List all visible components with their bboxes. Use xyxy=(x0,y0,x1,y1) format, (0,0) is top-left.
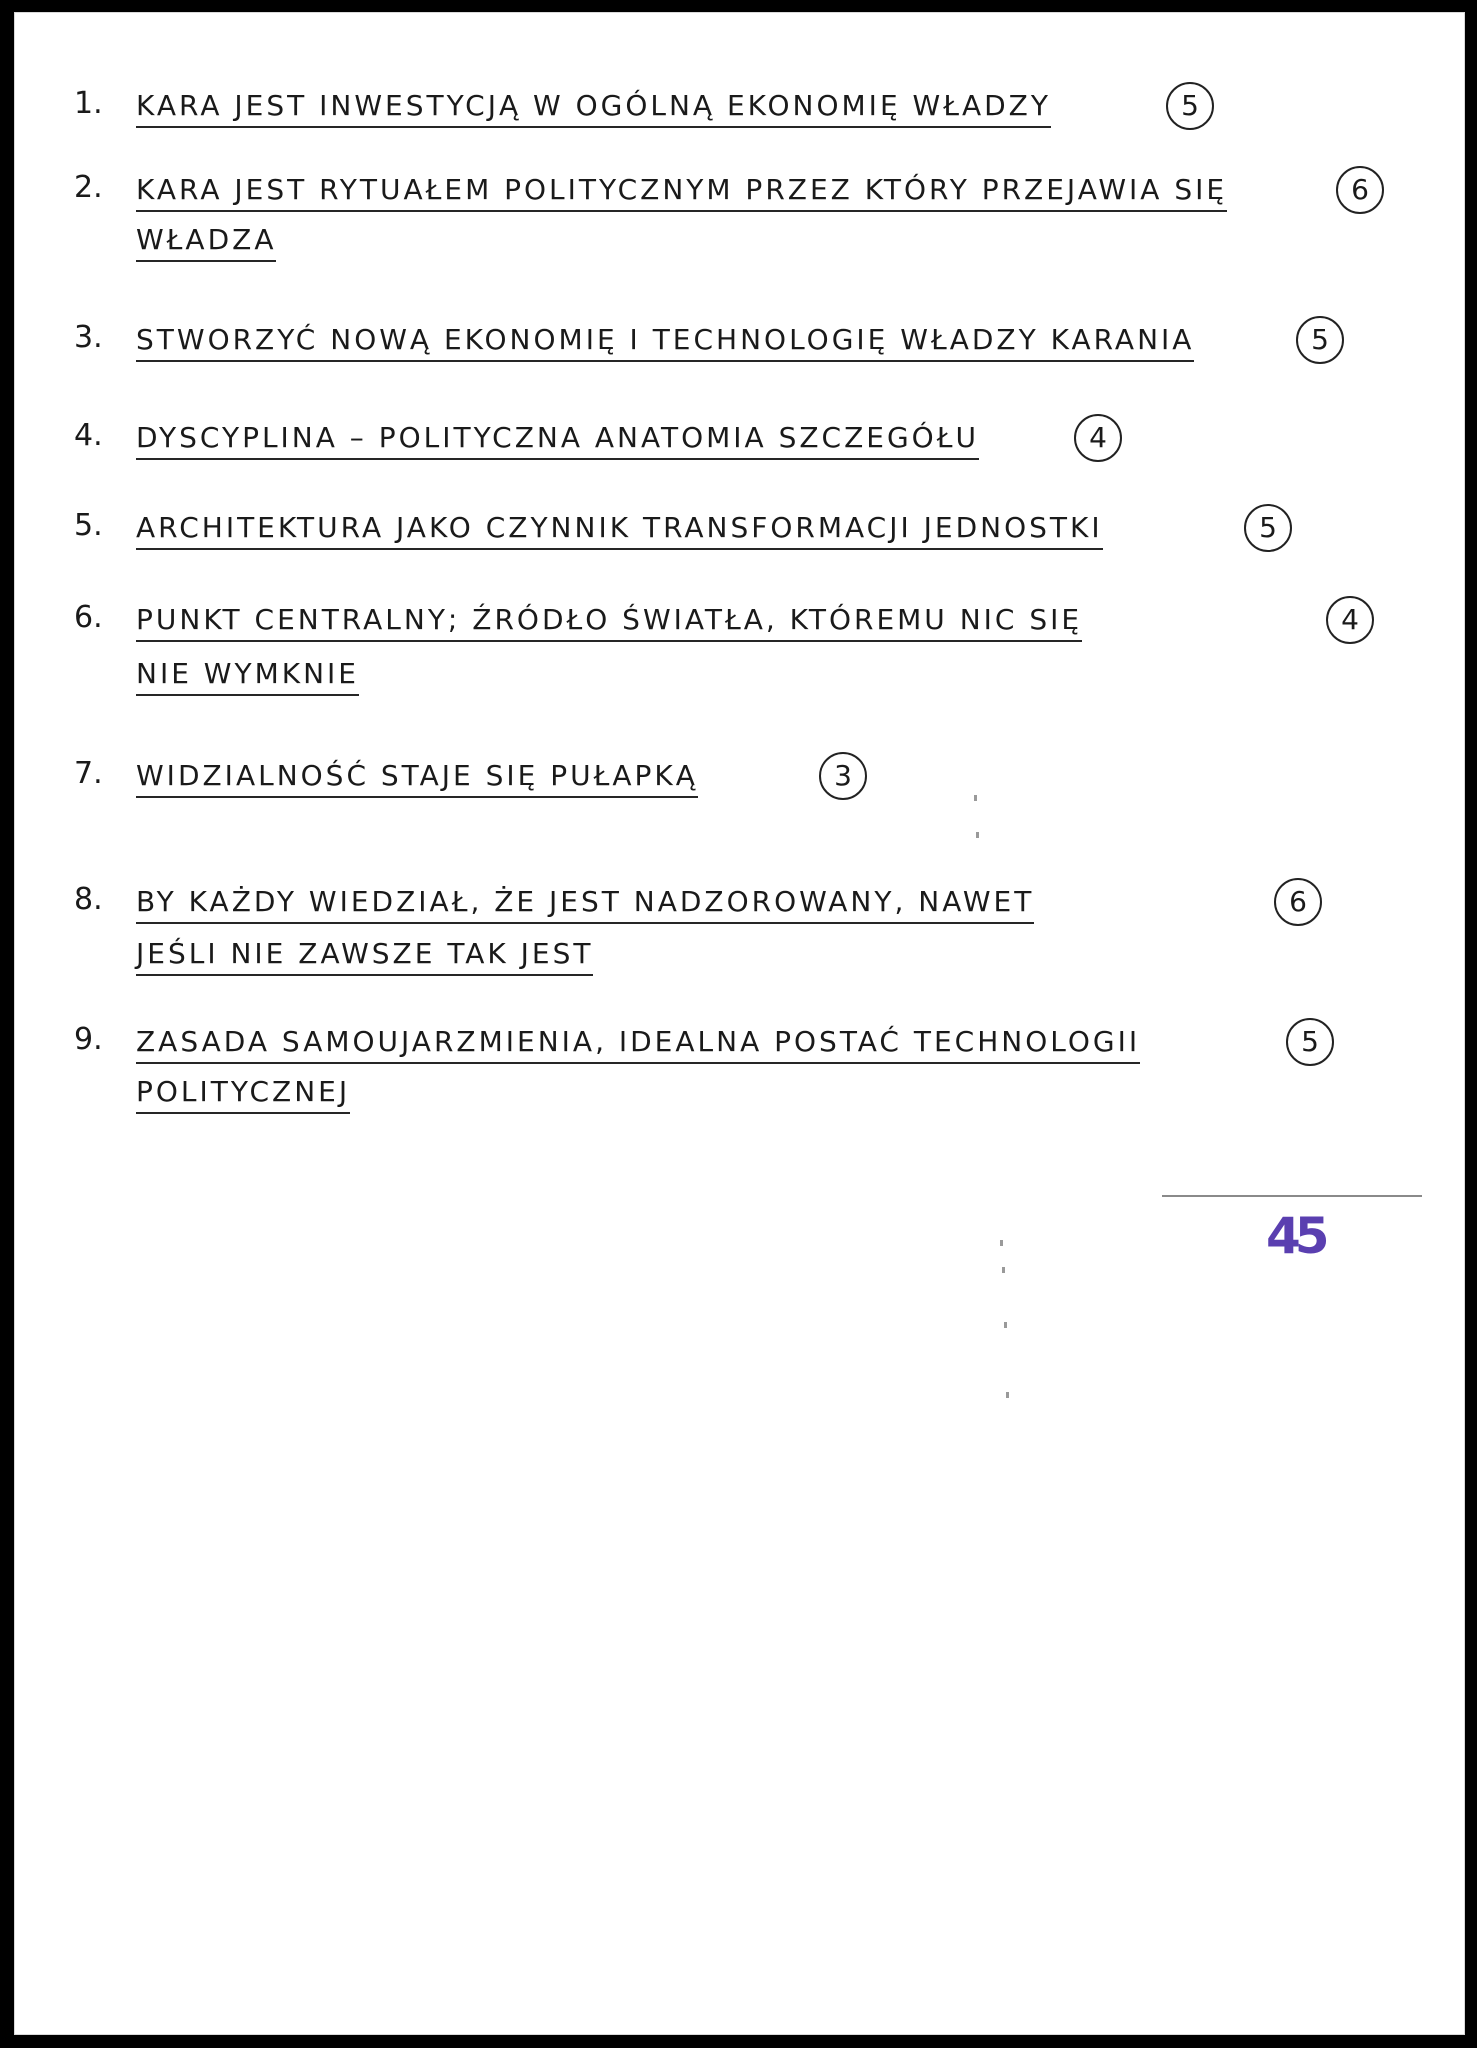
item-number: 7. xyxy=(74,756,103,791)
score-circle: 3 xyxy=(819,752,867,800)
item-number: 8. xyxy=(74,882,103,917)
paper-sheet xyxy=(14,12,1465,2035)
item-text xyxy=(136,1016,1276,1130)
item-text xyxy=(136,502,1276,566)
score-circle: 4 xyxy=(1326,596,1374,644)
paper-mark xyxy=(976,832,979,838)
score-circle: 4 xyxy=(1074,414,1122,462)
item-text xyxy=(136,314,1276,378)
item-line: ZASADA SAMOUJARZMIENIA, IDEALNA POSTAĆ TECHNOLOGII xyxy=(136,1025,1140,1064)
score-circle: 6 xyxy=(1274,878,1322,926)
item-line: POLITYCZNEJ xyxy=(136,1075,350,1114)
item-line: KARA JEST INWESTYCJĄ W OGÓLNĄ EKONOMIĘ WŁADZY xyxy=(136,89,1051,128)
item-line: STWORZYĆ NOWĄ EKONOMIĘ I TECHNOLOGIĘ WŁADZY KARANIA xyxy=(136,323,1194,362)
item-number: 6. xyxy=(74,600,103,635)
paper-mark xyxy=(1000,1240,1003,1246)
item-line: WIDZIALNOŚĆ STAJE SIĘ PUŁAPKĄ xyxy=(136,759,698,798)
score-circle: 5 xyxy=(1296,316,1344,364)
score-circle: 5 xyxy=(1244,504,1292,552)
item-line: ARCHITEKTURA JAKO CZYNNIK TRANSFORMACJI JEDNOSTKI xyxy=(136,511,1103,550)
item-line: NIE WYMKNIE xyxy=(136,657,359,696)
score-circle: 6 xyxy=(1336,166,1384,214)
item-number: 4. xyxy=(74,418,103,453)
item-text xyxy=(136,750,1276,814)
paper-mark xyxy=(1006,1392,1009,1398)
item-text xyxy=(136,594,1276,712)
item-line: PUNKT CENTRALNY; ŹRÓDŁO ŚWIATŁA, KTÓREMU NIC SIĘ xyxy=(136,603,1082,642)
score-circle: 5 xyxy=(1286,1018,1334,1066)
item-line: BY KAŻDY WIEDZIAŁ, ŻE JEST NADZOROWANY, NAWET xyxy=(136,885,1034,924)
total-score: 45 xyxy=(1266,1207,1324,1265)
item-line: KARA JEST RYTUAŁEM POLITYCZNYM PRZEZ KTÓRY PRZEJAWIA SIĘ xyxy=(136,173,1227,212)
item-number: 9. xyxy=(74,1022,103,1057)
item-number: 5. xyxy=(74,508,103,543)
item-line: DYSCYPLINA – POLITYCZNA ANATOMIA SZCZEGÓŁU xyxy=(136,421,979,460)
item-text xyxy=(136,164,1276,278)
paper-mark xyxy=(974,795,977,801)
score-circle: 5 xyxy=(1166,82,1214,130)
item-number: 3. xyxy=(74,320,103,355)
item-text xyxy=(136,80,1276,144)
item-line: JEŚLI NIE ZAWSZE TAK JEST xyxy=(136,937,593,976)
paper-mark xyxy=(1004,1322,1007,1328)
total-divider xyxy=(1162,1195,1422,1197)
item-number: 2. xyxy=(74,170,103,205)
item-number: 1. xyxy=(74,86,103,121)
item-text xyxy=(136,876,1276,992)
item-line: WŁADZA xyxy=(136,223,276,262)
paper-mark xyxy=(1002,1267,1005,1273)
